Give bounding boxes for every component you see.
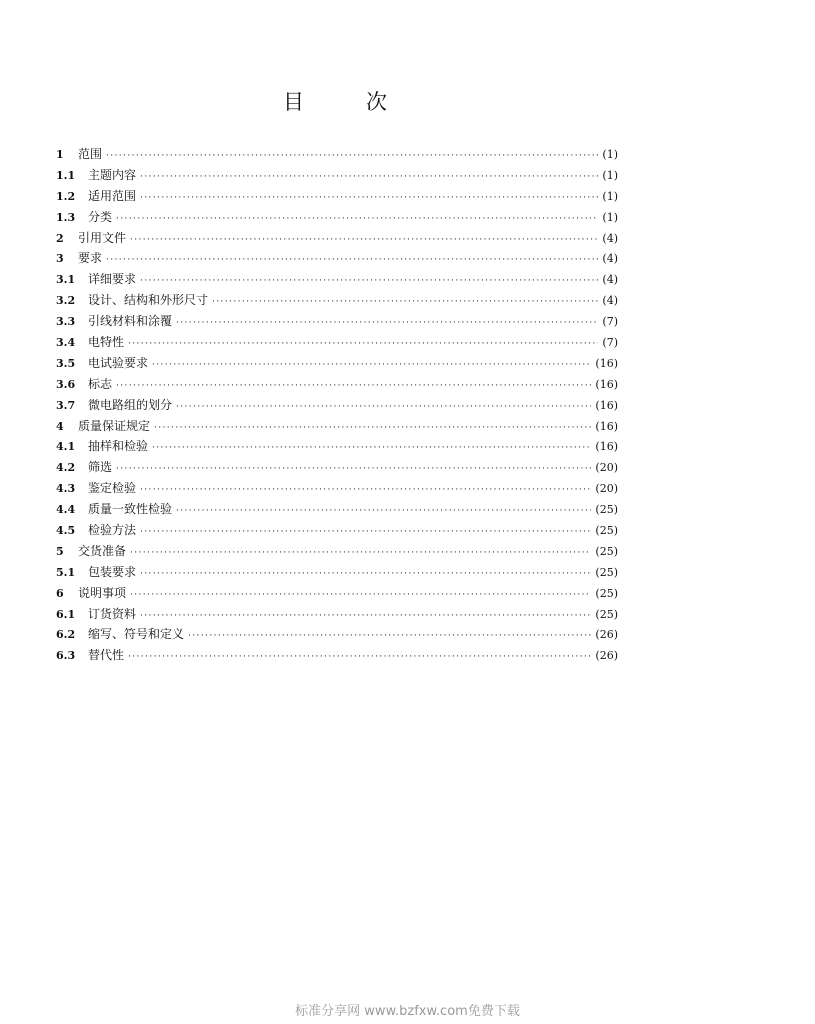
toc-entry-number: 1.2: [56, 189, 76, 203]
toc-entry[interactable]: [56, 144, 618, 165]
toc-entry-number: 6.3: [56, 649, 76, 663]
toc-entry[interactable]: [56, 416, 618, 437]
toc-entry-number: 4: [56, 419, 64, 433]
toc-dot-leader: [128, 647, 591, 668]
toc-entry[interactable]: [56, 332, 618, 353]
toc-entry-number: 3.3: [56, 315, 76, 329]
toc-entry-page: (1): [602, 210, 618, 224]
toc-entry-page: (1): [602, 148, 618, 161]
toc-entry-page: (4): [602, 252, 618, 266]
toc-dot-leader: [130, 543, 591, 564]
page-title-char-1: 目: [283, 90, 304, 114]
toc-entry-title: 微电路组的划分: [88, 397, 173, 412]
toc-entry-page: (4): [602, 273, 618, 287]
toc-entry-title: 标志: [88, 376, 113, 391]
toc-entry-title: 筛选: [88, 460, 113, 475]
toc-dot-leader: [212, 292, 598, 313]
toc-entry-title: 抽样和检验: [88, 439, 149, 454]
toc-entry-title: 订货资料: [88, 606, 137, 621]
toc-entry[interactable]: [56, 520, 618, 541]
toc-dot-leader: [140, 564, 591, 585]
toc-dot-leader: [106, 146, 598, 167]
table-of-contents: [56, 144, 618, 666]
toc-entry-number: 3.5: [56, 356, 76, 370]
toc-entry-page: (16): [595, 419, 618, 433]
toc-entry-page: (25): [595, 544, 618, 558]
page-title: [0, 86, 670, 116]
toc-dot-leader: [106, 250, 598, 271]
toc-entry-title: 适用范围: [88, 188, 137, 203]
toc-entry-page: (7): [602, 336, 618, 350]
toc-dot-leader: [128, 334, 598, 355]
toc-entry[interactable]: [56, 311, 618, 332]
toc-entry-page: (26): [595, 649, 618, 663]
toc-entry-page: (1): [602, 189, 618, 203]
toc-entry[interactable]: [56, 186, 618, 207]
toc-entry-number: 6: [56, 586, 64, 600]
toc-entry-number: 3.4: [56, 336, 76, 350]
toc-entry-title: 质量保证规定: [78, 418, 151, 433]
toc-entry-number: 3.1: [56, 273, 76, 287]
toc-entry[interactable]: [56, 604, 618, 625]
toc-dot-leader: [154, 418, 591, 439]
toc-dot-leader: [152, 355, 591, 376]
toc-entry-page: (1): [602, 168, 618, 182]
toc-entry-number: 4.2: [56, 461, 76, 475]
toc-dot-leader: [116, 209, 598, 230]
toc-entry-number: 3: [56, 252, 64, 266]
toc-entry-page: (25): [595, 586, 618, 600]
toc-dot-leader: [140, 606, 591, 627]
toc-entry-number: 3.6: [56, 377, 76, 391]
toc-dot-leader: [176, 313, 598, 334]
toc-dot-leader: [140, 271, 598, 292]
toc-entry[interactable]: [56, 353, 618, 374]
toc-entry[interactable]: [56, 583, 618, 604]
toc-entry-page: (7): [602, 315, 618, 329]
toc-entry-title: 分类: [88, 209, 113, 224]
toc-entry-number: 1: [56, 148, 64, 161]
toc-dot-leader: [176, 397, 591, 418]
toc-entry-number: 3.7: [56, 398, 76, 412]
toc-entry-page: (25): [595, 607, 618, 621]
toc-dot-leader: [188, 626, 591, 647]
toc-entry-number: 1.3: [56, 210, 76, 224]
toc-entry-page: (26): [595, 628, 618, 642]
toc-entry-page: (16): [595, 440, 618, 454]
toc-entry-title: 引用文件: [78, 230, 127, 245]
toc-entry-number: 4.4: [56, 503, 76, 517]
toc-entry-title: 检验方法: [88, 523, 137, 538]
toc-dot-leader: [130, 585, 591, 606]
toc-entry-page: (4): [602, 231, 618, 245]
toc-dot-leader: [152, 438, 591, 459]
toc-entry[interactable]: [56, 478, 618, 499]
toc-entry[interactable]: [56, 541, 618, 562]
toc-entry-title: 主题内容: [88, 167, 137, 182]
toc-entry[interactable]: [56, 165, 618, 186]
toc-entry-number: 3.2: [56, 294, 76, 308]
toc-entry-title: 引线材料和涂覆: [88, 314, 173, 329]
toc-entry-number: 4.3: [56, 482, 76, 496]
toc-entry-page: (20): [595, 482, 618, 496]
toc-entry-number: 5: [56, 544, 64, 558]
toc-entry[interactable]: [56, 562, 618, 583]
toc-entry-number: 4.1: [56, 440, 76, 454]
toc-entry-title: 电特性: [88, 335, 125, 350]
toc-entry-page: (25): [595, 565, 618, 579]
toc-entry[interactable]: [56, 269, 618, 290]
toc-entry[interactable]: [56, 207, 618, 228]
toc-entry[interactable]: [56, 395, 618, 416]
toc-entry-page: (16): [595, 398, 618, 412]
toc-entry[interactable]: [56, 457, 618, 478]
toc-entry-page: (25): [595, 503, 618, 517]
toc-entry-number: 5.1: [56, 565, 76, 579]
toc-entry-title: 包装要求: [88, 564, 137, 579]
toc-dot-leader: [116, 376, 591, 397]
toc-entry-page: (4): [602, 294, 618, 308]
toc-dot-leader: [116, 459, 591, 480]
toc-entry-title: 替代性: [88, 648, 125, 663]
toc-entry-page: (20): [595, 461, 618, 475]
toc-entry[interactable]: [56, 499, 618, 520]
toc-dot-leader: [130, 230, 598, 251]
toc-entry[interactable]: [56, 624, 618, 645]
toc-entry-title: 范围: [78, 147, 103, 161]
toc-dot-leader: [140, 522, 591, 543]
toc-entry-number: 1.1: [56, 168, 76, 182]
toc-entry-title: 详细要求: [88, 272, 137, 287]
toc-entry[interactable]: [56, 436, 618, 457]
toc-dot-leader: [140, 167, 598, 188]
toc-entry-title: 说明事项: [78, 585, 127, 600]
toc-entry-page: (25): [595, 524, 618, 538]
toc-dot-leader: [140, 188, 598, 209]
toc-dot-leader: [140, 480, 591, 501]
toc-entry[interactable]: [56, 645, 618, 666]
page-title-char-2: 次: [366, 90, 387, 114]
toc-entry-number: 2: [56, 231, 64, 245]
toc-entry-page: (16): [595, 356, 618, 370]
toc-entry-number: 6.1: [56, 607, 76, 621]
toc-entry-title: 要求: [78, 251, 103, 266]
toc-entry-title: 质量一致性检验: [88, 502, 173, 517]
toc-entry-title: 鉴定检验: [88, 481, 137, 496]
toc-entry-page: (16): [595, 377, 618, 391]
toc-entry-title: 交货准备: [78, 543, 127, 558]
toc-entry[interactable]: [56, 290, 618, 311]
toc-entry-title: 电试验要求: [88, 355, 149, 370]
toc-entry-number: 6.2: [56, 628, 76, 642]
toc-dot-leader: [176, 501, 591, 522]
toc-entry-title: 缩写、符号和定义: [88, 627, 185, 642]
watermark-text: 标准分享网 www.bzfxw.com免费下载: [295, 1004, 520, 1019]
toc-entry-number: 4.5: [56, 524, 76, 538]
toc-entry[interactable]: [56, 248, 618, 269]
toc-entry-title: 设计、结构和外形尺寸: [88, 293, 209, 308]
toc-entry[interactable]: [56, 374, 618, 395]
toc-entry[interactable]: [56, 228, 618, 249]
